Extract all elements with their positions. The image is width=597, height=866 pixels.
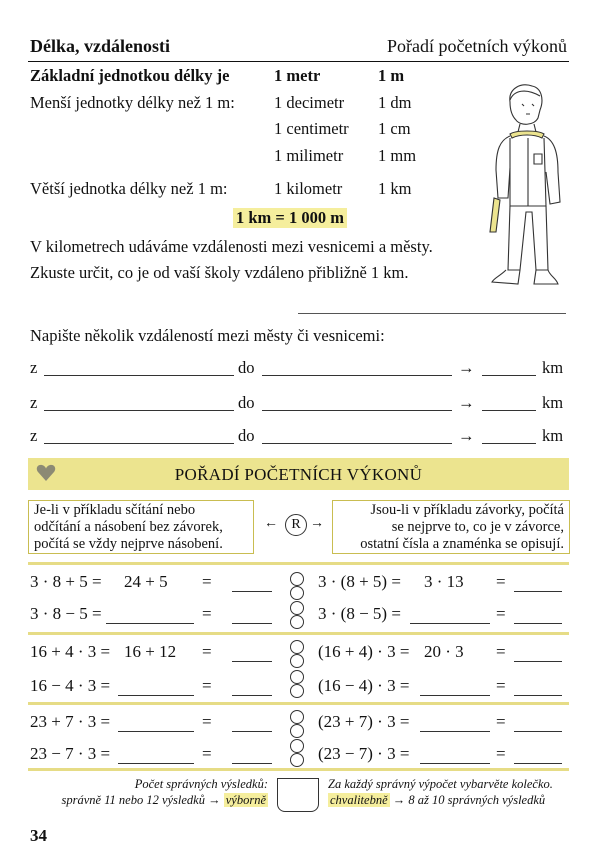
exercise-left: 16 + 4 · 3 = — [30, 642, 111, 661]
step-field[interactable] — [106, 623, 194, 624]
footer-line — [328, 792, 568, 808]
larger-unit-label: Větší jednotka délky než 1 m: — [30, 179, 228, 198]
step-field[interactable] — [118, 763, 194, 764]
arrow-icon: → — [458, 393, 475, 412]
exercise-right: (16 + 4) · 3 = — [318, 642, 410, 661]
exercise-step: 20 · 3 — [424, 642, 464, 661]
answer-field[interactable] — [232, 591, 272, 592]
page-number: 34 — [30, 826, 47, 845]
arrow-icon: → — [458, 426, 475, 445]
km-field[interactable] — [482, 443, 536, 444]
equals-sign: = — [202, 712, 212, 731]
step-field[interactable] — [118, 731, 194, 732]
from-field[interactable] — [44, 410, 234, 411]
exercise-right: 3 · (8 + 5) = — [318, 572, 401, 591]
to-label: do — [238, 393, 255, 412]
rule-line: Je-li v příkladu sčítání nebo — [34, 502, 196, 518]
answer-field[interactable] — [514, 591, 562, 592]
unit-name: 1 centimetr — [274, 119, 349, 138]
equals-sign: = — [496, 744, 506, 763]
km-equation: 1 km = 1 000 m — [233, 208, 347, 228]
group-divider — [28, 632, 569, 635]
arrow-right-icon: → — [310, 516, 324, 531]
rule-box-right — [332, 500, 570, 554]
equals-sign: = — [202, 642, 212, 661]
unit-name: 1 milimetr — [274, 146, 344, 165]
score-circle[interactable] — [290, 640, 304, 654]
answer-field[interactable] — [232, 695, 272, 696]
to-field[interactable] — [262, 375, 452, 376]
grade-label: chvalitebně — [330, 793, 388, 807]
score-circle[interactable] — [290, 615, 304, 629]
footer-right — [328, 776, 568, 808]
to-label: do — [238, 426, 255, 445]
footer-text: Za každý správný výpočet vybarvěte kolečko. — [328, 777, 553, 791]
r-symbol: R — [285, 514, 307, 536]
from-label: z — [30, 426, 38, 445]
equals-sign: = — [202, 744, 212, 763]
score-circle[interactable] — [290, 670, 304, 684]
unit-name: 1 kilometr — [274, 179, 343, 198]
boy-illustration — [470, 80, 580, 295]
exercise-left: 3 · 8 − 5 = — [30, 604, 102, 623]
group-divider — [28, 768, 569, 771]
score-circle[interactable] — [290, 753, 304, 767]
group-divider — [28, 562, 569, 565]
equals-sign: = — [496, 604, 506, 623]
score-circle[interactable] — [290, 601, 304, 615]
unit-abbr: 1 cm — [378, 119, 411, 138]
answer-field[interactable] — [514, 731, 562, 732]
group-divider — [28, 702, 569, 705]
rule-line: odčítání a násobení bez závorek, — [34, 519, 223, 535]
exercise-right: (23 − 7) · 3 = — [318, 744, 410, 763]
header-divider — [28, 61, 569, 62]
answer-field[interactable] — [514, 623, 562, 624]
basic-unit-label: Základní jednotkou délky je — [30, 66, 230, 85]
footer-text: → 8 až 10 správných výsledků — [392, 793, 546, 807]
equals-sign: = — [496, 712, 506, 731]
section-heading: POŘADÍ POČETNÍCH VÝKONŮ — [174, 465, 423, 484]
from-field[interactable] — [44, 375, 234, 376]
distances-prompt: Napište několik vzdáleností mezi městy či vesnicemi: — [30, 326, 385, 345]
step-field[interactable] — [420, 731, 490, 732]
exercise-step: 16 + 12 — [124, 642, 177, 661]
basic-unit-abbr: 1 m — [378, 66, 405, 85]
step-field[interactable] — [118, 695, 194, 696]
step-field[interactable] — [420, 763, 490, 764]
divider-line — [298, 313, 566, 314]
footer-line — [30, 792, 268, 808]
to-field[interactable] — [262, 443, 452, 444]
step-field[interactable] — [410, 623, 490, 624]
rule-line: počítá se vždy nejprve násobení. — [34, 536, 223, 552]
arrow-left-icon: ← — [264, 516, 278, 531]
grade-label: výborně — [225, 793, 266, 807]
exercise-step: 24 + 5 — [124, 572, 168, 591]
unit-abbr: 1 dm — [378, 93, 412, 112]
to-field[interactable] — [262, 410, 452, 411]
from-field[interactable] — [44, 443, 234, 444]
exercise-left: 16 − 4 · 3 = — [30, 676, 111, 695]
rule-box-left — [28, 500, 254, 554]
km-field[interactable] — [482, 410, 536, 411]
equals-sign: = — [496, 572, 506, 591]
to-label: do — [238, 358, 255, 377]
km-label: km — [542, 393, 564, 412]
equals-sign: = — [496, 676, 506, 695]
from-label: z — [30, 393, 38, 412]
rule-line: Jsou-li v příkladu závorky, počítá — [370, 502, 564, 518]
equals-sign: = — [496, 642, 506, 661]
km-label: km — [542, 358, 564, 377]
smaller-units-label: Menší jednotky délky než 1 m: — [30, 93, 235, 112]
exercise-left: 23 − 7 · 3 = — [30, 744, 111, 763]
footer-left — [30, 776, 268, 808]
unit-abbr: 1 km — [378, 179, 412, 198]
unit-abbr: 1 mm — [378, 146, 417, 165]
rule-line: ostatní čísla a znaménka se opisují. — [360, 536, 564, 552]
section-title: Pořadí početních výkonů — [387, 36, 567, 56]
step-field[interactable] — [420, 695, 490, 696]
answer-field[interactable] — [514, 661, 562, 662]
km-label: km — [542, 426, 564, 445]
basic-unit-name: 1 metr — [274, 66, 321, 85]
equals-sign: = — [202, 604, 212, 623]
equals-sign: = — [202, 572, 212, 591]
chapter-title: Délka, vzdálenosti — [30, 36, 171, 56]
from-label: z — [30, 358, 38, 377]
score-circle[interactable] — [290, 710, 304, 724]
exercise-right: 3 · (8 − 5) = — [318, 604, 401, 623]
score-circle[interactable] — [290, 586, 304, 600]
exercise-step: 3 · 13 — [424, 572, 464, 591]
score-circle[interactable] — [290, 724, 304, 738]
exercise-left: 23 + 7 · 3 = — [30, 712, 111, 731]
exercise-right: (16 − 4) · 3 = — [318, 676, 410, 695]
score-box[interactable] — [277, 778, 319, 812]
score-circle[interactable] — [290, 572, 304, 586]
exercise-left: 3 · 8 + 5 = — [30, 572, 102, 591]
answer-field[interactable] — [232, 623, 272, 624]
arrow-icon: → — [458, 358, 475, 377]
answer-field[interactable] — [514, 763, 562, 764]
exercise-right: (23 + 7) · 3 = — [318, 712, 410, 731]
info-text-1: V kilometrech udáváme vzdálenosti mezi vesnicemi a městy. — [30, 237, 433, 256]
footer-text: Počet správných výsledků: — [134, 777, 268, 791]
answer-field[interactable] — [232, 731, 272, 732]
score-circle[interactable] — [290, 684, 304, 698]
info-text-2: Zkuste určit, co je od vaší školy vzdáleno přibližně 1 km. — [30, 263, 409, 282]
answer-field[interactable] — [232, 763, 272, 764]
km-field[interactable] — [482, 375, 536, 376]
score-circle[interactable] — [290, 654, 304, 668]
unit-name: 1 decimetr — [274, 93, 345, 112]
equals-sign: = — [202, 676, 212, 695]
footer-text: správně 11 nebo 12 výsledků → — [61, 793, 221, 807]
rule-line: se nejprve to, co je v závorce, — [391, 519, 564, 535]
score-circle[interactable] — [290, 739, 304, 753]
answer-field[interactable] — [232, 661, 272, 662]
answer-field[interactable] — [514, 695, 562, 696]
